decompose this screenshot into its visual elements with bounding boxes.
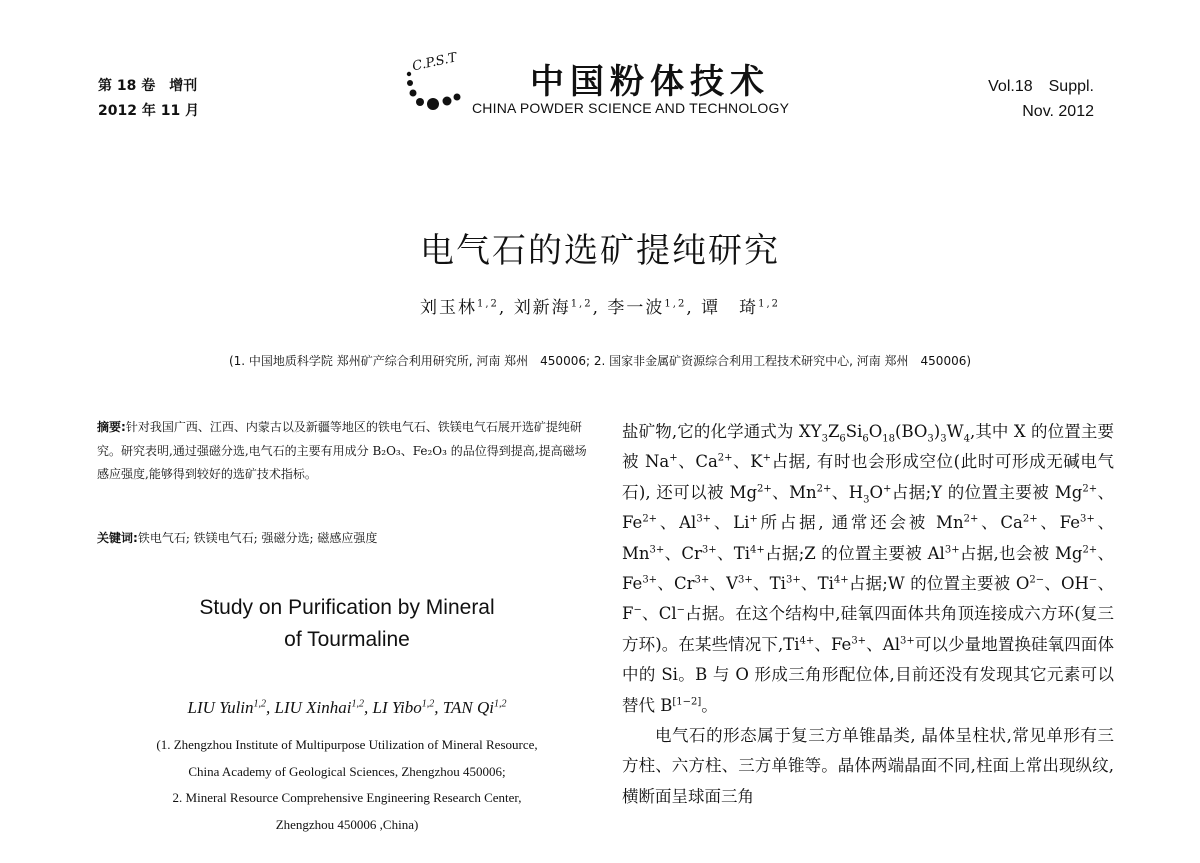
- journal-logo: [404, 52, 470, 114]
- author-en: LIU Yulin: [187, 698, 254, 717]
- date-en: Nov. 2012: [1022, 103, 1094, 120]
- journal-volume-en: [988, 74, 1094, 124]
- paper-title: 电气石的选矿提纯研究: [420, 231, 780, 271]
- english-author-list: LIU Yulin$^{1,2}$, LIU Xinhai$^{1,2}$, LI Yibo$^{1,2}$, TAN Qi$^{1,2}$: [187, 698, 507, 717]
- volume-issue-en: Vol.18 Suppl.: [988, 78, 1094, 95]
- journal-volume-cn: [98, 74, 199, 124]
- english-title: Study on Purification by Mineral of Tourmaline: [199, 596, 495, 651]
- author-en: TAN Qi: [442, 698, 494, 717]
- abstract-label: 摘要:: [97, 420, 126, 434]
- affiliation-cn: (1. 中国地质科学院 郑州矿产综合利用研究所, 河南 郑州 450006; 2. 国家非金属矿资源综合利用工程技术研究中心, 河南 郑州 450006): [228, 354, 972, 368]
- citation-ref: [1−2]: [672, 696, 702, 708]
- body-text: [622, 417, 1114, 812]
- abstract-text: 针对我国广西、江西、内蒙古以及新疆等地区的铁电气石、铁镁电气石展开选矿提纯研究。研究表明,通过强磁分选,电气石的主要有用成分 B₂O₃、Fe₂O₃ 的品位得到提高,提高磁场感应强度,能够得到较好的选矿技术指标。: [97, 420, 587, 481]
- body-paragraph: 盐矿物,它的化学通式为 $XY_3Z_6Si_6O_{18}(BO_3)_3W_4$,其中 X 的位置主要被 Na+、$Ca^{2+}$、K+占据, 有时也会形成空位(此时可形成无碱电气石), 还可以被 $Mg^{2+}$、$Mn^{2+}$、$H_3O^+$占据;Y 的位置主要被 $Mg^{2+}$、$Fe^{2+}$、$Al^{3+}$、Li+所占据, 通常还会被 $Mn^{2+}$、$Ca^{2+}$、$Fe^{3+}$、$Mn^{3+}$、$Cr^{3+}$、$Ti^{4+}$占据;Z 的位置主要被 $Al^{3+}$占据,也会被 $Mg^{2+}$、$Fe^{3+}$、$Cr^{3+}$、$V^{3+}$、$Ti^{3+}$、$Ti^{4+}$占据;W 的位置主要被 $O^{2-}$、OH−、F−、Cl−占据。在这个结构中,硅氧四面体共角顶连接成六方环(复三方环)。在某些情况下$,Ti^{4+}$、$Fe^{3+}$、$Al^{3+}$可以少量地置换硅氧四面体中的 Si。B 与 O 形成三角形配位体,目前还没有发现其它元素可以替代 B[1−2]。: [622, 422, 1115, 715]
- keywords-text: 铁电气石; 铁镁电气石; 强磁分选; 磁感应强度: [137, 531, 378, 545]
- affiliation-en: (1. Zhengzhou Institute of Multipurpose Utilization of Mineral Resource, China Academy of Geological Sciences, Zhengzhou 450006; 2. Mineral Resource Comprehensive Engineering Research Center, Zhengzhou 450006 ,China): [156, 737, 538, 832]
- journal-name-cn: 中国粉体技术: [530, 62, 770, 102]
- author: 李一波: [607, 298, 665, 318]
- author-en: LIU Xinhai: [274, 698, 352, 717]
- author: 刘新海: [513, 298, 571, 318]
- author-en: LI Yibo: [372, 698, 422, 717]
- author: 谭 琦: [701, 298, 759, 318]
- volume-issue-cn: 第 18 卷 增刊: [98, 78, 198, 94]
- logo-text: C.P.S.T: [411, 52, 459, 75]
- body-paragraph: 电气石的形态属于复三方单锥晶类, 晶体呈柱状,常见单形有三方柱、六方柱、三方单锥等。晶体两端晶面不同,柱面上常出现纵纹,横断面呈球面三角: [622, 726, 1114, 806]
- author: 刘玉林: [419, 298, 477, 318]
- date-cn: 2012 年 11 月: [98, 103, 200, 119]
- keywords-cn: [97, 528, 589, 548]
- journal-name-en: CHINA POWDER SCIENCE AND TECHNOLOGY: [472, 100, 790, 116]
- author-list: 刘玉林$^{1,2}$, 刘新海$^{1,2}$, 李一波$^{1,2}$, 谭 琦$^{1,2}$: [419, 298, 781, 318]
- abstract-cn: [97, 416, 589, 487]
- keywords-label: 关键词:: [97, 531, 138, 545]
